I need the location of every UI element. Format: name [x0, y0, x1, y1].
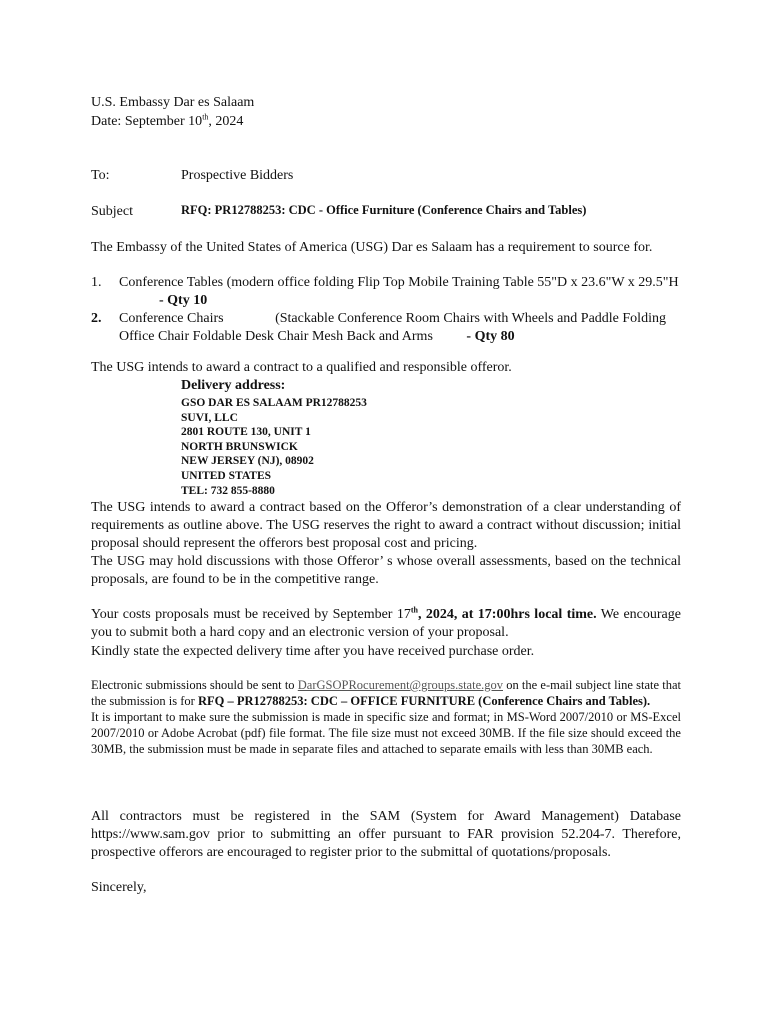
- item-text: Conference Tables (modern office folding Flip Top Mobile Training Table 55"D x 23.6"W x 29.5"H: [119, 275, 679, 290]
- sam-paragraph: All contractors must be registered in the SAM (System for Award Management) Database https://www.sam.gov prior to submitting an offer pursuant to FAR provision 52.204-7. Therefore, prospective offerors are encouraged to register prior to the submittal of quotations/proposals.: [91, 809, 681, 860]
- costs-deadline: , 2024, at 17:00hrs local time.: [417, 607, 597, 622]
- delivery-heading: Delivery address:: [181, 378, 286, 393]
- costs-paragraph: [91, 606, 681, 642]
- costs-post: We encourage you to submit both a hard copy and an electronic version of your proposal.: [91, 607, 681, 640]
- item-qty: - Qty 80: [466, 329, 515, 344]
- electronic-paragraph: [91, 677, 681, 757]
- closing: Sincerely,: [91, 880, 147, 895]
- item-number: 2.: [91, 311, 102, 326]
- discussion-paragraph: The USG may hold discussions with those Offeror’ s whose overall assessments, based on the technical proposals, are found to be in the competitive range.: [91, 554, 681, 587]
- to-label: To:: [91, 168, 110, 183]
- electronic-rfq: RFQ – PR12788253: CDC – OFFICE FURNITURE (Conference Chairs and Tables).: [197, 694, 651, 708]
- email-link[interactable]: DarGSOPRocurement@groups.state.gov: [297, 678, 503, 692]
- intend-paragraph: The USG intends to award a contract to a qualified and responsible offeror.: [91, 360, 512, 375]
- award-paragraph: The USG intends to award a contract based on the Offeror’s demonstration of a clear understanding of requirements as outline above. The USG reserves the right to award a contract without discussion; initial proposal should represent the offerors best proposal cost and pricing.: [91, 500, 681, 551]
- intro-paragraph: The Embassy of the United States of America (USG) Dar es Salaam has a requirement to source for.: [91, 240, 653, 255]
- item-text-b: (Stackable Conference Room Chairs with Wheels and Paddle Folding Office Chair Foldable Desk Chair Mesh Back and Arms: [119, 311, 666, 344]
- delivery-line: 2801 ROUTE 130, UNIT 1: [181, 426, 311, 439]
- item-qty: - Qty 10: [159, 293, 208, 308]
- electronic-pre: Electronic submissions should be sent to: [91, 678, 298, 692]
- items-list: [91, 274, 681, 346]
- delivery-time-paragraph: Kindly state the expected delivery time after you have received purchase order.: [91, 644, 535, 659]
- delivery-line: TEL: 732 855-8880: [181, 484, 275, 497]
- date-prefix: Date: September 10: [91, 114, 203, 129]
- delivery-line: NEW JERSEY (NJ), 08902: [181, 455, 314, 468]
- subject-value: RFQ: PR12788253: CDC - Office Furniture (Conference Chairs and Tables): [181, 203, 587, 217]
- electronic-rest: It is important to make sure the submission is made in specific size and format; in MS-Word 2007/2010 or MS-Excel 2007/2010 or Adobe Acrobat (pdf) file format. The file size must not exceed 30MB. If the file size should exceed the 30MB, the submission must be made in separate files and attached to separate emails with less than 30MB each.: [91, 710, 681, 756]
- costs-pre: Your costs proposals must be received by September 17: [91, 607, 411, 622]
- electronic-mid: on the e-mail subject line state that the submission is for: [91, 678, 681, 708]
- item-text-a: Conference Chairs: [119, 311, 224, 326]
- delivery-line: SUVI, LLC: [181, 411, 238, 424]
- date-superscript: th: [202, 112, 209, 122]
- date-suffix: , 2024: [208, 114, 244, 129]
- list-item: [91, 310, 681, 346]
- delivery-line: GSO DAR ES SALAAM PR12788253: [181, 397, 367, 409]
- costs-superscript: th: [410, 605, 418, 615]
- item-number: 1.: [91, 275, 102, 290]
- subject-label: Subject: [91, 204, 133, 219]
- letter-date: [91, 113, 243, 131]
- to-value: Prospective Bidders: [181, 168, 294, 183]
- delivery-line: UNITED STATES: [181, 470, 272, 482]
- embassy-name: U.S. Embassy Dar es Salaam: [91, 95, 255, 110]
- delivery-line: NORTH BRUNSWICK: [181, 440, 298, 453]
- list-item: [91, 274, 681, 310]
